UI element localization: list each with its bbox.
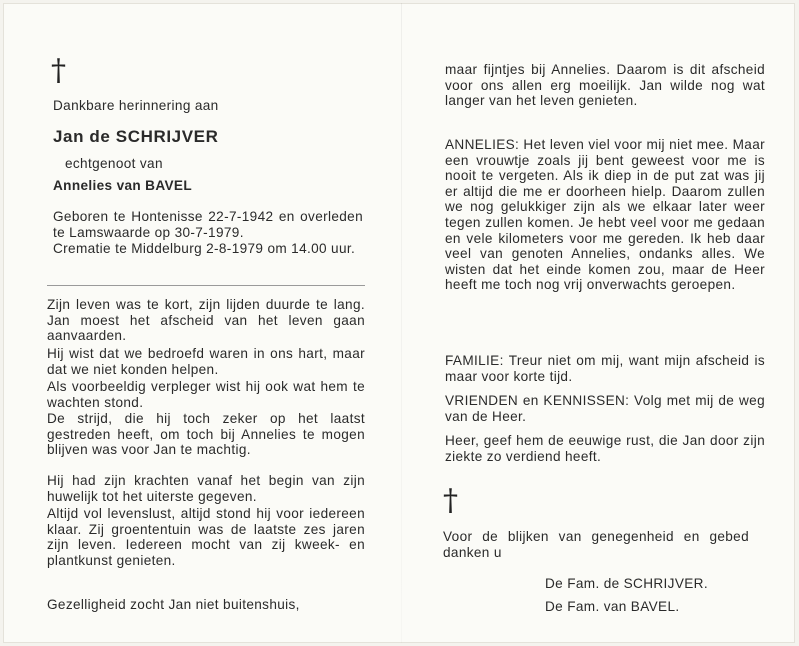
- memorial-card: [3, 3, 795, 643]
- cremation-text: Crematie te Middelburg 2-8-1979 om 14.00 uur.: [53, 241, 356, 256]
- poem-paragraph-6: Altijd vol levenslust, altijd stond hij voor iedereen klaar. Zij groententuin was de laatste zes jaren zijn leven. Iedereen mocht van zij kweek- en plantkunst genieten.: [47, 506, 365, 568]
- poem-paragraph-5: Hij had zijn krachten vanaf het begin van zijn huwelijk tot het uiterste gegeven.: [47, 473, 365, 504]
- poem-paragraph-3: Als voorbeeldig verpleger wist hij ook wat hem te wachten stond.: [47, 379, 365, 410]
- prayer-paragraph: Heer, geef hem de eeuwige rust, die Jan door zijn ziekte zo verdiend heeft.: [445, 433, 765, 464]
- poem-paragraph-2: Hij wist dat we bedroefd waren in ons hart, maar dat we niet konden helpen.: [47, 346, 365, 377]
- divider-line: [47, 285, 365, 286]
- spouse-name: Annelies van BAVEL: [53, 178, 192, 193]
- deceased-name: Jan de SCHRIJVER: [53, 127, 219, 146]
- relation-text: echtgenoot van: [65, 156, 163, 171]
- card-fold: [401, 3, 402, 643]
- vrienden-paragraph: VRIENDEN en KENNISSEN: Volg met mij de weg van de Heer.: [445, 393, 765, 424]
- birth-death-text: Geboren te Hontenisse 22-7-1942 en overleden te Lamswaarde op 30-7-1979.: [53, 209, 363, 240]
- cross-icon-2: †: [443, 483, 459, 518]
- intro-text: Dankbare herinnering aan: [53, 98, 219, 113]
- continuation-paragraph: maar fijntjes bij Annelies. Daarom is dit afscheid voor ons allen erg moeilijk. Jan wilde nog wat langer van het leven genieten.: [445, 62, 765, 109]
- thanks-text: Voor de blijken van genegenheid en gebed danken u: [443, 529, 749, 560]
- cross-icon: †: [51, 53, 67, 88]
- familie-paragraph: FAMILIE: Treur niet om mij, want mijn afscheid is maar voor korte tijd.: [445, 353, 765, 384]
- poem-paragraph-1: Zijn leven was te kort, zijn lijden duurde te lang. Jan moest het afscheid van het leven gaan aanvaarden.: [47, 297, 365, 344]
- annelies-paragraph: ANNELIES: Het leven viel voor mij niet mee. Maar een vrouwtje zoals jij bent geweest voor me is nooit te vergeten. Als ik diep in de put zat was jij er altijd die me er doorheen hielp. Daarom zullen we nog gelukkiger zijn als we elkaar later weer tegen zullen komen. Je hebt veel voor me gedaan en vele kilometers voor me gereden. Ik heb daar veel van genoten Annelies, ondanks alles. We wisten dat het einde komen zou, maar de Heer heeft me toch nog vrij onverwachts geroepen.: [445, 137, 765, 293]
- poem-paragraph-7: Gezelligheid zocht Jan niet buitenshuis,: [47, 597, 300, 612]
- poem-paragraph-4: De strijd, die hij toch zeker op het laatst gestreden heeft, om toch bij Annelies te mogen blijven was voor Jan te machtig.: [47, 411, 365, 458]
- signature-family-2: De Fam. van BAVEL.: [545, 599, 680, 614]
- signature-family-1: De Fam. de SCHRIJVER.: [545, 576, 708, 591]
